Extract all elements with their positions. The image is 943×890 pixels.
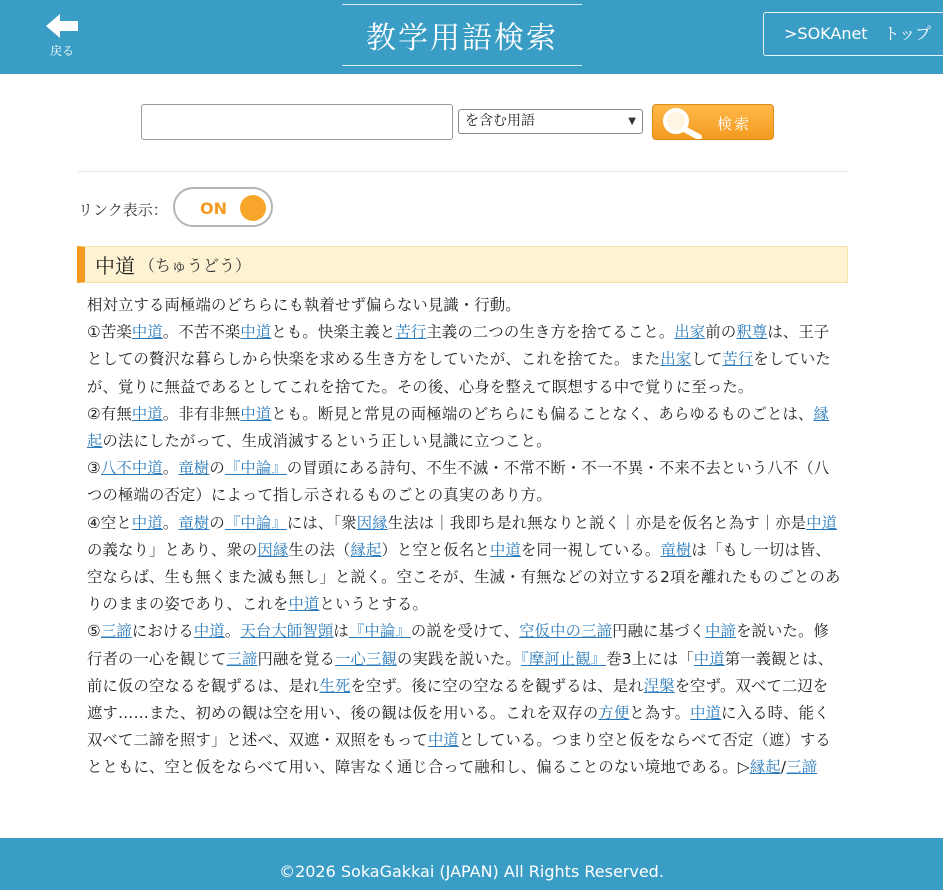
term-link[interactable]: 縁起 — [749, 758, 781, 777]
term-link[interactable]: 『中論』 — [348, 622, 411, 641]
definition-paragraph — [87, 455, 843, 509]
term-link[interactable]: 涅槃 — [643, 676, 675, 695]
term-link[interactable]: 中道 — [690, 704, 722, 723]
definition-text: 円融に基づく — [612, 622, 706, 641]
definition-text: の冒頭にある詩句、不生不滅・不常不断・不一不異・不来不去という八不（八つの極端の否定）によって指し示されるものごとの真実のあり方。 — [87, 459, 830, 505]
term-link[interactable]: 中道 — [806, 513, 838, 532]
term-link[interactable]: 三諦 — [100, 622, 132, 641]
definition-text: を空ず。双べて二辺を遮す……また、初めの観は空を用い、後の観は仮を用いる。これを双存の — [87, 676, 829, 723]
definition-text: 前の — [705, 323, 737, 342]
page-title-frame — [342, 4, 582, 66]
definition-text: の — [209, 513, 225, 532]
definition-text: の実践を説いた。 — [396, 649, 521, 668]
header-bar — [0, 0, 943, 74]
term-reading: （ちゅうどう） — [139, 256, 252, 275]
definition-text: / — [780, 758, 787, 777]
definition-text: とも。断見と常見の両極端のどちらにも偏ることなく、あらゆるものごとは、 — [271, 404, 814, 423]
term-link[interactable]: 中道 — [193, 622, 225, 641]
definition-paragraph — [87, 319, 843, 401]
term-link[interactable]: 縁起 — [87, 404, 830, 451]
definition-paragraph — [87, 510, 843, 619]
search-button-label: 検索 — [717, 115, 752, 133]
term-link[interactable]: 三諦 — [786, 758, 818, 777]
term-link[interactable]: 『摩訶止観』 — [520, 649, 607, 668]
term-link[interactable]: 釈尊 — [736, 323, 768, 342]
definition-text: は — [333, 622, 349, 641]
term-link[interactable]: 因縁 — [356, 513, 388, 532]
chevron-down-icon: ▼ — [628, 116, 636, 127]
term-link[interactable]: 因縁 — [257, 540, 289, 559]
term-link[interactable]: 中道 — [131, 323, 163, 342]
footer-bar — [0, 838, 943, 890]
term-heading — [77, 246, 848, 283]
page-title: 教学用語検索 — [366, 21, 558, 56]
definition-text: 。 — [162, 513, 179, 532]
term-link[interactable]: 竜樹 — [660, 540, 692, 559]
copyright-text: ©2026 SokaGakkai (JAPAN) All Rights Reserved. — [279, 862, 664, 881]
term-link[interactable]: 方便 — [598, 704, 630, 723]
definition-text: は、王子としての贅沢な暮らしから快楽を求める生き方をしていたが、これを捨てた。また — [87, 323, 830, 369]
definition-text: の義なり」とあり、衆の — [87, 540, 258, 559]
term-link[interactable]: 中道 — [693, 649, 725, 668]
definition-text: に入る時、能く双べて二諦を照す」と述べ、双遮・双照をもって — [87, 704, 830, 750]
definition-text: の — [209, 459, 225, 478]
back-arrow-icon — [44, 12, 80, 40]
definition-text: の法にしたがって、生成消滅するという正しい見識に立つこと。 — [102, 432, 552, 451]
term-link[interactable]: 一心三観 — [334, 649, 397, 668]
definition-text: 巻3上には「 — [606, 649, 694, 668]
term-link[interactable]: 中道 — [240, 404, 272, 423]
term-definition — [87, 292, 843, 782]
term-link[interactable]: 八不中道 — [100, 459, 163, 478]
definition-text: ②有無 — [87, 404, 132, 423]
term-link[interactable]: 中道 — [489, 540, 521, 559]
term-link[interactable]: 空仮中の三諦 — [519, 622, 613, 641]
definition-text: を同一視している。 — [520, 540, 661, 559]
definition-text: には、「衆 — [286, 513, 357, 532]
definition-text: 第一義観とは、前に仮の空なるを観ずるは、是れ — [87, 649, 834, 695]
definition-text: ）と空と仮名と — [381, 540, 490, 559]
search-mode-select[interactable] — [458, 109, 643, 134]
link-display-label: リンク表示： — [78, 201, 168, 219]
definition-text: 。不苦不楽 — [162, 323, 241, 342]
term-link[interactable]: 中道 — [131, 513, 163, 532]
link-display-toggle[interactable] — [173, 187, 273, 227]
definition-text: を空ず。後に空の空なるを観ずるは、是れ — [350, 676, 644, 695]
toggle-knob — [240, 195, 266, 221]
definition-text: を説いた。修行者の一心を観じて — [87, 622, 830, 668]
definition-text: ③ — [87, 459, 101, 478]
definition-text: して — [691, 350, 723, 369]
back-label: 戻る — [49, 44, 74, 58]
term-link[interactable]: 三諦 — [226, 649, 258, 668]
definition-text: の説を受けて、 — [410, 622, 520, 641]
definition-paragraph — [87, 618, 843, 781]
definition-text: は「もし一切は皆、空ならば、生も無くまた滅も無し」と説く。空こそが、生滅・有無などの対立する2項を離れたものごとのありのままの姿であり、これを — [87, 540, 841, 614]
term-link[interactable]: 中道 — [240, 323, 272, 342]
definition-text: 。非有非無 — [162, 404, 241, 423]
definition-text: をしていたが、覚りに無益であるとしてこれを捨てた。その後、心身を整えて瞑想する中で覚りに至った。 — [87, 350, 831, 396]
term-link[interactable]: 中道 — [131, 404, 163, 423]
definition-text: 相対立する両極端のどちらにも執着せず偏らない見識・行動。 — [87, 296, 521, 314]
back-button[interactable] — [40, 12, 84, 64]
definition-text: 。 — [224, 622, 241, 641]
search-mode-selected: を含む用語 — [465, 113, 535, 129]
term-link[interactable]: 苦行 — [722, 350, 754, 369]
definition-text: と為す。 — [629, 704, 691, 723]
sokanet-top-link[interactable]: >SOKAnet トップ — [763, 12, 943, 56]
definition-paragraph — [87, 292, 843, 319]
term-name: 中道 — [95, 254, 135, 278]
term-link[interactable]: 天台大師智顗 — [240, 622, 334, 641]
term-link[interactable]: 苦行 — [395, 323, 427, 342]
term-link[interactable]: 竜樹 — [178, 459, 210, 478]
definition-text: 。 — [162, 459, 179, 478]
definition-text: 生法は｜我即ち是れ無なりと説く｜亦是を仮名と為す｜亦是 — [387, 513, 807, 532]
term-link[interactable]: 中道 — [427, 731, 459, 750]
term-link[interactable]: 『中論』 — [224, 459, 287, 478]
search-button[interactable] — [652, 104, 774, 140]
definition-text: ④空と — [87, 513, 132, 532]
term-link[interactable]: 出家 — [660, 350, 692, 369]
definition-text: ①苦楽 — [87, 323, 132, 342]
term-link[interactable]: 出家 — [674, 323, 706, 342]
term-link[interactable]: 中道 — [288, 595, 320, 614]
definition-text: 円融を覚る — [257, 649, 335, 668]
definition-text: ⑤ — [87, 622, 101, 641]
definition-text: としている。つまり空と仮をならべて否定（遮）するとともに、空と仮をならべて用い、障害なく通じ合って融和し、偏ることのない境地である。▷ — [87, 731, 831, 777]
toggle-state-label: ON — [200, 199, 227, 218]
divider — [78, 171, 847, 172]
term-link[interactable]: 『中論』 — [224, 513, 287, 532]
term-link[interactable]: 中諦 — [705, 622, 737, 641]
definition-text: というとする。 — [319, 595, 428, 614]
search-input[interactable] — [141, 104, 453, 140]
magnifier-icon — [659, 107, 707, 139]
definition-text: とも。快楽主義と — [271, 323, 396, 342]
term-link[interactable]: 竜樹 — [178, 513, 210, 532]
term-link[interactable]: 生死 — [319, 676, 351, 695]
definition-text: における — [131, 622, 194, 641]
definition-text: 生の法（ — [288, 540, 351, 559]
definition-paragraph — [87, 401, 843, 455]
definition-text: 主義の二つの生き方を捨てること。 — [426, 323, 675, 342]
term-link[interactable]: 縁起 — [350, 540, 382, 559]
